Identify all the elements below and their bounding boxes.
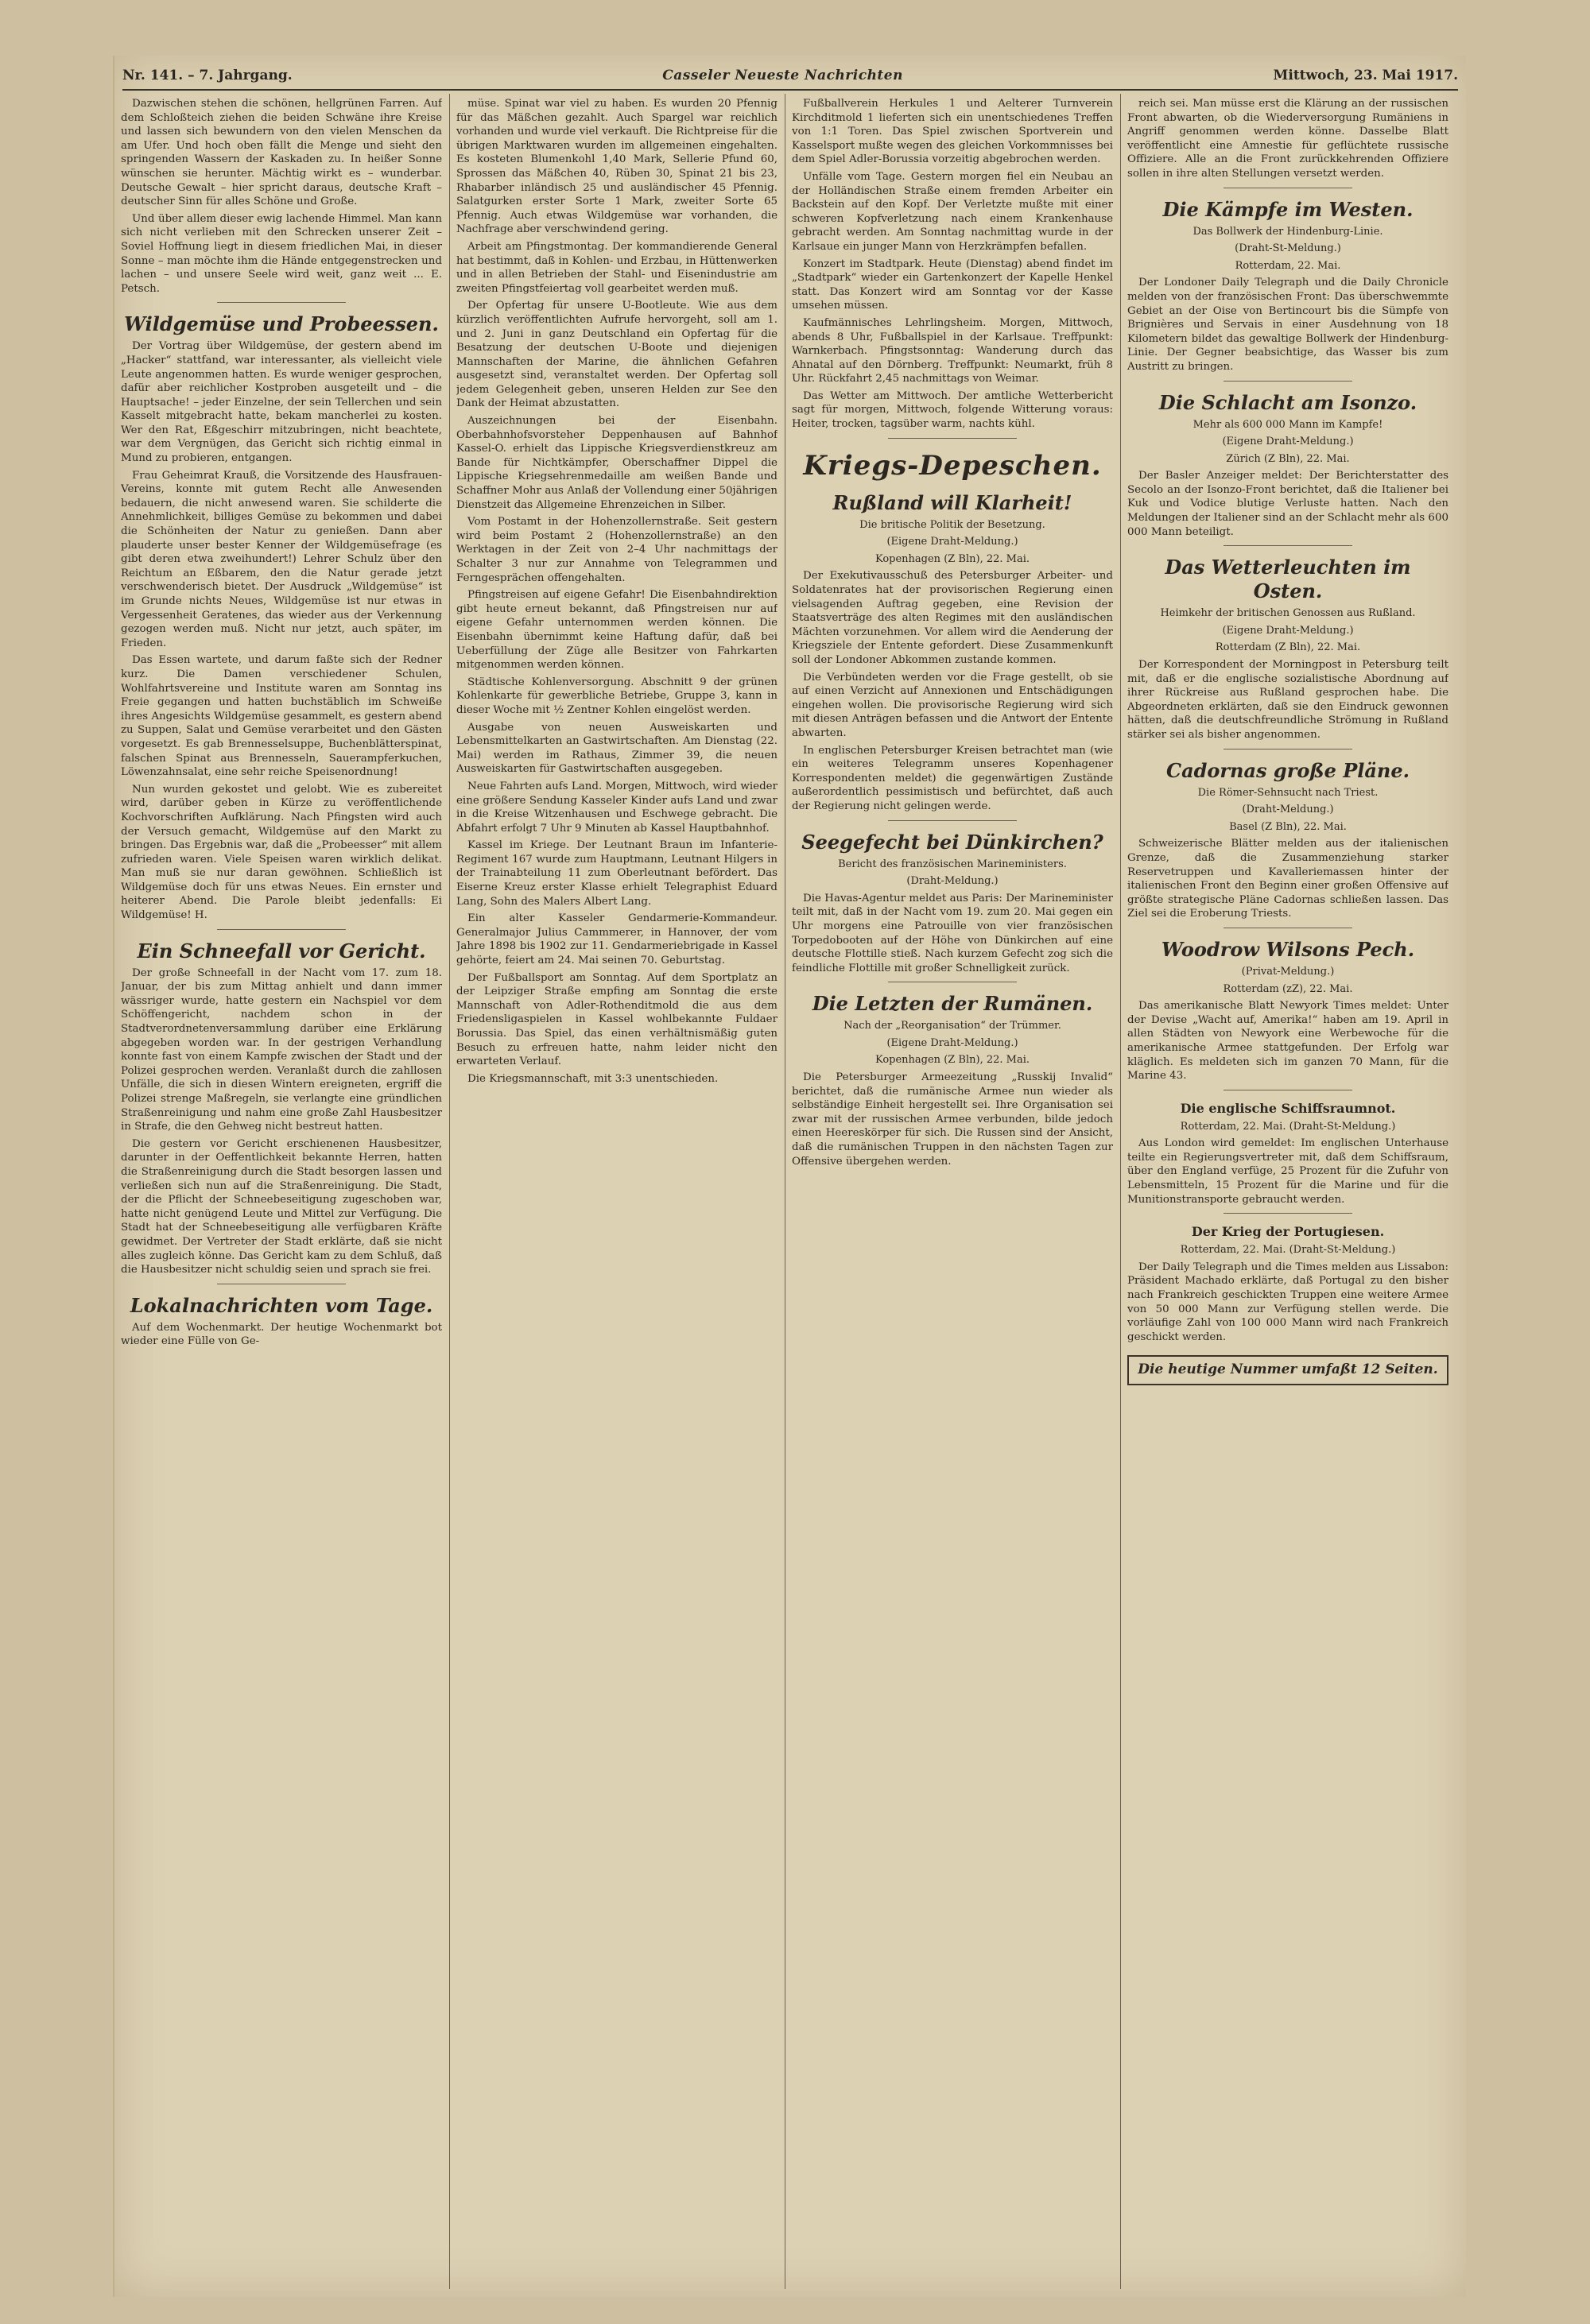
paragraph: müse. Spinat war viel zu haben. Es wurden 20 Pfennig für das Mäßchen gezahlt. Auch Spargel war reichlich vorhanden und wurde viel verkauft. Die Richtpreise für die übrigen Marktwaren wurden im allgemeinen eingehalten. Es kosteten Blumenkohl 1,40 Mark, Sellerie Pfund 60, Sprossen das Mäßchen 40, Rüben 30, Spinat 21 bis 23, Rhabarber inländisch 25 und ausländischer 45 Pfennig. Salatgurken erster Sorte 1 Mark, zweiter Sorte 65 Pfennig. Auch etwas Wildgemüse war vorhanden, die Nachfrage aber verschwindend gering. <box>456 98 778 236</box>
dateline: Rotterdam, 22. Mai. (Draht-St-Meldung.) <box>1180 1244 1396 1257</box>
headline-portugiesen: Der Krieg der Portugiesen. <box>1191 1224 1385 1240</box>
paragraph: Ein alter Kasseler Gendarmerie-Kommandeur. Generalmajor Julius Cammmerer, in Hannover, der vom Jahre 1898 bis 1902 zur 11. Gendarmeriebrigade in Kassel gehörte, feiert am 24. Mai seinen 70. Geburtstag. <box>456 912 778 967</box>
paragraph: Der Basler Anzeiger meldet: Der Berichterstatter des Secolo an der Isonzo-Front berichtet, daß die Italiener bei Kuk und Vodice blutige Verluste hatten. Nach den Meldungen der Italiener sind an der Schlacht mehr als 600 000 Mann beteiligt. <box>1127 470 1448 538</box>
column-rule <box>1120 94 1121 2289</box>
paragraph: Die Havas-Agentur meldet aus Paris: Der Marineminister teilt mit, daß in der Nacht vom 19. zum 20. Mai gegen ein Uhr morgens eine Patrouille von vier französischen Torpedobooten auf der Höhe von Dünkirchen auf eine deutsche Flottille stieß. Nach kurzem Gefecht zog sich die feindliche Flottille mit großer Schnelligkeit zurück. <box>792 892 1113 974</box>
paragraph: Der Londoner Daily Telegraph und die Daily Chronicle melden von der französischen Front: Das überschwemmte Gebiet an der Oise von Bertincourt bis die Sümpfe von Brignières und Servais in einer Ausdehnung von 18 Kilometern bildet das gewaltige Bollwerk der Hindenburg-Linie. Der Gegner beabsichtige, das Wasser bis zum Austritt zu bringen. <box>1127 277 1448 373</box>
headline-isonzo: Die Schlacht am Isonzo. <box>1158 390 1417 414</box>
paragraph: Das Essen wartete, und darum faßte sich der Redner kurz. Die Damen verschiedener Schulen, Wohlfahrtsvereine und Institute waren am Sonntag ins Freie gegangen und hatten buchstäblich im Schweiße ihres Angesichts Wildgemüse gesammelt, es gestern abend zu Suppen, Salat und Gemüse verarbeitet und den Gästen vorgesetzt. Es gab Brennesselsuppe, Buchenblätterspinat, falschen Spinat aus Brennesseln, Sauerampferkuchen, Löwenzahnsalat, eine sehr reiche Speisenordnung! <box>121 654 442 779</box>
dispatch-source: (Draht-St-Meldung.) <box>1235 242 1341 255</box>
issue-number: Nr. 141. – 7. Jahrgang. <box>122 68 293 83</box>
subheadline: Bericht des französischen Marineministers. <box>838 858 1067 870</box>
dispatch-source: (Draht-Meldung.) <box>906 875 999 888</box>
headline-cadorna: Cadornas große Pläne. <box>1165 758 1410 782</box>
column-1 <box>121 97 442 2289</box>
subheadline: Heimkehr der britischen Genossen aus Rußland. <box>1160 607 1416 620</box>
dispatch-source: (Privat-Meldung.) <box>1241 965 1335 978</box>
headline-seegefecht: Seegefecht bei Dünkirchen? <box>801 830 1103 854</box>
paragraph: Neue Fahrten aufs Land. Morgen, Mittwoch, wird wieder eine größere Sendung Kasseler Kinder aufs Land und zwar in die Kreise Witzenhausen und Eschwege gebracht. Die Abfahrt erfolgt 7 Uhr 9 Minuten ab Kassel Hauptbahnhof. <box>456 780 778 835</box>
dateline: Zürich (Z Bln), 22. Mai. <box>1226 452 1350 465</box>
divider <box>1224 545 1352 546</box>
subheadline: Die britische Politik der Besetzung. <box>859 518 1045 531</box>
divider <box>888 820 1017 821</box>
paragraph: Arbeit am Pfingstmontag. Der kommandierende General hat bestimmt, daß in Kohlen- und Erzbau, in Hüttenwerken und in allen Betrieben der Stahl- und Eisenindustrie am zweiten Pfingstfeiertag voll gearbeitet werden muß. <box>456 240 778 295</box>
dateline: Basel (Z Bln), 22. Mai. <box>1229 820 1347 833</box>
subheadline: Mehr als 600 000 Mann im Kampfe! <box>1192 418 1383 431</box>
headline-kriegs-depeschen: Kriegs-Depeschen. <box>803 449 1102 482</box>
issue-date: Mittwoch, 23. Mai 1917. <box>1273 68 1458 83</box>
subheadline: Nach der „Reorganisation“ der Trümmer. <box>843 1020 1061 1032</box>
headline-lokalnachrichten: Lokalnachrichten vom Tage. <box>130 1293 433 1317</box>
dateline: Rotterdam (zZ), 22. Mai. <box>1223 982 1353 995</box>
headline-westen: Die Kämpfe im Westen. <box>1162 197 1414 221</box>
paragraph: Die gestern vor Gericht erschienenen Hausbesitzer, darunter in der Oeffentlichkeit bekannte Herren, hatten die Straßenreinigung durch die Stadt besorgen lassen und verließen sich nun auf die Straßenreinigung. Die Stadt, der die Pflicht der Schneebeseitigung zugeschoben war, hatte nicht genügend Leute und Mittel zur Verfügung. Die Stadt hat der Schneebeseitigung alle verfügbaren Kräfte gewidmet. Der Vertreter der Stadt erklärte, daß sie nicht alles zugleich könne. Das Gericht kam zu dem Schluß, daß die Hausbesitzer nicht schuldig seien und sprach sie frei. <box>121 1137 442 1276</box>
column-4 <box>1127 97 1448 2289</box>
paragraph: Schweizerische Blätter melden aus der italienischen Grenze, daß die Zusammenziehung starker Reservetruppen und Kavalleriemassen hinter der italienischen Front den Beginn einer großen Offensive auf größte strategische Pläne Cadornas schließen lassen. Das Ziel sei die Eroberung Triests. <box>1127 838 1448 920</box>
paragraph: Unfälle vom Tage. Gestern morgen fiel ein Neubau an der Holländischen Straße einem fremden Arbeiter ein Backstein auf den Kopf. Der Verletzte mußte mit einer schweren Kopfverletzung nach einem Krankenhause gebracht werden. Am Sonntag nachmittag wurde in der Karlsaue ein junger Mann von Herzkrämpfen befallen. <box>792 170 1113 253</box>
dispatch-source: (Eigene Draht-Meldung.) <box>1222 436 1354 448</box>
dateline: Rotterdam, 22. Mai. <box>1235 259 1341 272</box>
headline-osten: Das Wetterleuchten im Osten. <box>1165 556 1411 603</box>
newspaper-page <box>113 56 1466 2297</box>
masthead <box>122 62 1458 91</box>
paragraph: Auf dem Wochenmarkt. Der heutige Wochenmarkt bot wieder eine Fülle von Ge- <box>121 1321 442 1348</box>
headline-wildgemuese: Wildgemüse und Probeessen. <box>124 312 439 336</box>
paragraph: Der Exekutivausschuß des Petersburger Arbeiter- und Soldatenrates hat der provisorischen Regierung einen vielsagenden Auftrag gegeben, eine Revision der Staatsverträge des alten Regimes mit den ausländischen Mächten vorzunehmen. Vor allem wird die Aenderung der Kriegsziele der Entente gefordert. Diese Zusammenkunft soll der Londoner Abkommen zustande kommen. <box>792 570 1113 666</box>
headline-wilson: Woodrow Wilsons Pech. <box>1161 937 1415 961</box>
paragraph: reich sei. Man müsse erst die Klärung an der russischen Front abwarten, ob die Wiederversorgung Rumäniens in Angriff genommen werden könne. Dasselbe Blatt veröffentlicht eine Amnestie für geflüchtete russische Offiziere. Alle an die Front zurückkehrenden Offiziere sollen in ihre alten Stellungen versetzt werden. <box>1127 98 1448 180</box>
dispatch-source: (Eigene Draht-Meldung.) <box>886 536 1018 548</box>
paragraph: Auszeichnungen bei der Eisenbahn. Oberbahnhofsvorsteher Deppenhausen auf Bahnhof Kassel-O. erhielt das Lippische Kriegsverdienstkreuz am Bande für Nichtkämpfer, Oberschaffner Dippel die Lippische Kriegsehrenmedaille am weißen Bande und Schaffner Mohr aus Anlaß der Vollendung einer 50jährigen Dienstzeit das Allgemeine Ehrenzeichen in Silber. <box>456 415 778 511</box>
dispatch-source: (Draht-Meldung.) <box>1242 804 1334 816</box>
paragraph: Nun wurden gekostet und gelobt. Wie es zubereitet wird, darüber geben in Kürze zu veröffentlichende Kochvorschriften Aufklärung. Nach Pfingsten wird auch der Versuch gemacht, Wildgemüse auf den Markt zu bringen. Das Ergebnis war, daß die „Probeesser“ mit allem zufrieden waren. Viele Speisen waren wirklich delikat. Man muß sie nur daran gewöhnen. Schließlich ist Wildgemüse doch für uns etwas Neues. Ein ernster und heiterer Abend. Die Parole bleibt jedenfalls: Ei Wildgemüse! H. <box>121 783 442 922</box>
dispatch-source: (Eigene Draht-Meldung.) <box>1222 624 1354 637</box>
paragraph: Die Petersburger Armeezeitung „Russkij Invalid“ berichtet, daß die rumänische Armee nun wieder als selbständige Einheit hergestellt sei. Ihre Organisation sei zwar mit der russischen Armee verbunden, bilde jedoch einen Heereskörper für sich. Die Russen sind der Ansicht, daß die rumänischen Truppen in den nächsten Tagen zur Offensive übergehen werden. <box>792 1071 1113 1168</box>
paragraph: Der Fußballsport am Sonntag. Auf dem Sportplatz an der Leipziger Straße empfing am Sonntag die erste Mannschaft von Adler-Rothenditmold die aus dem Friedensligaspielen in Kassel wohlbekannte Fuldaer Borussia. Das Spiel, das einen verhältnismäßig guten Besuch zu erfreuen hatte, nahm leider nicht den erwarteten Verlauf. <box>456 971 778 1068</box>
dateline: Kopenhagen (Z Bln), 22. Mai. <box>874 552 1030 565</box>
headline-schneefall: Ein Schneefall vor Gericht. <box>137 939 426 963</box>
paragraph: Der Daily Telegraph und die Times melden aus Lissabon: Präsident Machado erklärte, daß Portugal zu den bisher nach Frankreich geschickten Truppen eine weitere Armee von 50 000 Mann zur Verfügung stellen werde. Die vorläufige Zahl von 100 000 Mann wird nach Frankreich geschickt werden. <box>1127 1261 1448 1343</box>
divider <box>217 302 346 303</box>
paragraph: Die Kriegsmannschaft, mit 3:3 unentschieden. <box>467 1072 719 1085</box>
paragraph: Vom Postamt in der Hohenzollernstraße. Seit gestern wird beim Postamt 2 (Hohenzollernstraße) an den Werktagen in der Zeit von 2–4 Uhr nachmittags der Schalter 3 nur zur Annahme von Telegrammen und Ferngesprächen offengehalten. <box>456 516 778 584</box>
paragraph: Frau Geheimrat Krauß, die Vorsitzende des Hausfrauen-Vereins, konnte mit gutem Recht alle Anwesenden bedauern, die nicht anwesend waren. Sie schilderte die Annehmlichkeit, billiges Gemüse zu bekommen und dabei die Schönheiten der Natur zu genießen. Dann aber plauderte unser bester Kenner der Wildgemüsefrage (es gibt deren etwa zweihundert!) Lehrer Schulz über den Reichtum an Eßbarem, den die Natur gerade jetzt verschwenderisch bietet. Der Ausdruck „Wildgemüse“ ist im Grunde nichts Neues, Wildgemüse ist nur etwas in Vergessenheit Geratenes, das wieder aus der Verkennung gezogen werden muß. Nicht nur jetzt, auch später, im Frieden. <box>121 469 442 649</box>
paragraph: Die Verbündeten werden vor die Frage gestellt, ob sie auf einen Verzicht auf Annexionen und Entschädigungen eingehen wollen. Die provisorische Regierung wird sich mit diesen Anträgen befassen und die Antwort der Entente abwarten. <box>792 671 1113 739</box>
headline-rumaenen: Die Letzten der Rumänen. <box>812 992 1093 1016</box>
dispatch-source: (Eigene Draht-Meldung.) <box>886 1036 1018 1049</box>
page-count-notice: Die heutige Nummer umfaßt 12 Seiten. <box>1127 1355 1448 1385</box>
paragraph: Das Wetter am Mittwoch. Der amtliche Wetterbericht sagt für morgen, Mittwoch, folgende Witterung voraus: Heiter, trocken, tagsüber warm, nachts kühl. <box>792 389 1113 431</box>
paragraph: In englischen Petersburger Kreisen betrachtet man (wie ein weiteres Telegramm unseres Kopenhagener Korrespondenten meldet) die gegenwärtigen Zustände außerordentlich pessimistisch und befürchtet, daß auch der Regierung nicht gelingen werde. <box>792 744 1113 812</box>
column-rule <box>449 94 450 2289</box>
paragraph: Aus London wird gemeldet: Im englischen Unterhause teilte ein Regierungsvertreter mit, daß dem Schiffsraum, über den England verfüge, 25 Prozent für die Zufuhr von Lebensmitteln, 15 Prozent für die Marine und für die Munitionstransporte gebraucht werden. <box>1127 1137 1448 1206</box>
paragraph: Der Korrespondent der Morningpost in Petersburg teilt mit, daß er die englische sozialistische Abordnung auf ihrer Rückreise aus Rußland gesprochen habe. Die Abgeordneten erklärten, daß sie den Eindruck gewonnen hätten, daß die deutschfreundliche Strömung in Rußland stärker sei als bisher angenommen. <box>1127 659 1448 741</box>
paragraph: Der große Schneefall in der Nacht vom 17. zum 18. Januar, der bis zum Mittag anhielt und dann immer wässriger wurde, hatte gestern ein Nachspiel vor dem Schöffengericht, nachdem schon in der Stadtverordnetenversammlung darüber eine Erklärung abgegeben worden war. In der gestrigen Verhandlung konnte fast von einem Kampfe zwischen der Stadt und der Polizei gesprochen werden. Veranlaßt durch die zahllosen Unfälle, die sich in diesen Wintern ereigneten, ergriff die Polizei strenge Maßregeln, sie verlangte eine gründlichen Straßenreinigung und nahm eine große Zahl Hausbesitzer in Strafe, die den Gehweg nicht bestreut hatten. <box>121 966 442 1133</box>
headline-russland: Rußland will Klarheit! <box>832 490 1072 514</box>
paragraph: Der Vortrag über Wildgemüse, der gestern abend im „Hacker“ stattfand, war interessanter, als vielleicht viele Leute angenommen hatten. Es wurde weniger gesprochen, dafür aber reichlicher Kostproben ausgeteilt und – die Hauptsache! – jeder Einzelne, der sein Tellerchen und sein Kasselt mitgebracht hatte, bekam mancherlei zu kosten. Wer den Rat, Eßgeschirr mitzubringen, nicht beachtete, war dem Vergnügen, das Gericht sich richtig einmal in Mund zu probieren, entgangen. <box>121 340 442 465</box>
subheadline: Das Bollwerk der Hindenburg-Linie. <box>1192 225 1383 238</box>
paragraph: Ausgabe von neuen Ausweiskarten und Lebensmittelkarten an Gastwirtschaften. Am Dienstag (22. Mai) werden im Rathaus, Zimmer 39, die neuen Ausweiskarten für Gastwirtschaften ausgegeben. <box>456 721 778 776</box>
column-2 <box>456 97 778 2289</box>
headline-schiffsraumnot: Die englische Schiffsraumnot. <box>1180 1100 1396 1116</box>
paragraph: Fußballverein Herkules 1 und Aelterer Turnverein Kirchditmold 1 lieferten sich ein unentschiedenes Treffen von 1:1 Toren. Das Spiel zwischen Sportverein und Kasselsport mußte wegen des gleichen Vorkommnisses bei dem Spiel Adler-Borussia vorzeitig abgebrochen werden. <box>792 98 1113 166</box>
paragraph: Und über allem dieser ewig lachende Himmel. Man kann sich nicht verlieben mit den Schrecken unserer Zeit – Soviel Hoffnung liegt in diesem friedlichen Mai, in dieser Sonne – man möchte ihm die Hände entgegenstrecken und lachen – und unsere Seele wird weit, ganz weit ... E. Petsch. <box>121 212 442 295</box>
paragraph: Städtische Kohlenversorgung. Abschnitt 9 der grünen Kohlenkarte für gewerbliche Betriebe, Gruppe 3, kann in dieser Woche mit ½ Zentner Kohlen eingelöst werden. <box>456 676 778 716</box>
paragraph: Kassel im Kriege. Der Leutnant Braun im Infanterie-Regiment 167 wurde zum Hauptmann, Leutnant Hilgers in der Trainabteilung 11 zum Oberleutnant befördert. Das Eiserne Kreuz erster Klasse erhielt Telegraphist Eduard Lang, Sohn des Malers Albert Lang. <box>456 839 778 908</box>
paragraph: Der Opfertag für unsere U-Bootleute. Wie aus dem kürzlich veröffentlichten Aufrufe hervorgeht, soll am 1. und 2. Juni in ganz Deutschland ein Opfertag für die Besatzung der deutschen U-Boote und diejenigen Mannschaften der Marine, die ähnlichen Gefahren ausgesetzt sind, veranstaltet werden. Der Opfertag soll jedem Gelegenheit geben, unseren Helden zur See den Dank der Heimat abzustatten. <box>456 300 778 410</box>
paragraph: Pfingstreisen auf eigene Gefahr! Die Eisenbahndirektion gibt heute erneut bekannt, daß Pfingstreisen nur auf eigene Gefahr unternommen werden können. Die Eisenbahn übernimmt keine Haftung dafür, daß bei Ueberfüllung der Züge alle Besitzer von Fahrkarten mitgenommen werden können. <box>456 589 778 672</box>
paragraph: Das amerikanische Blatt Newyork Times meldet: Unter der Devise „Wacht auf, Amerika!“ haben am 19. April in allen Städten von Newyork eine Werbewoche für die amerikanische Armee stattgefunden. Der Erfolg war kläglich. Es meldeten sich im ganzen 70 Mann, für die Marine 43. <box>1127 1000 1448 1083</box>
divider <box>1224 1213 1352 1214</box>
divider <box>888 438 1017 439</box>
paragraph: Kaufmännisches Lehrlingsheim. Morgen, Mittwoch, abends 8 Uhr, Fußballspiel in der Karlsaue. Treffpunkt: Warnkerbach. Pfingstsonntag: Wanderung durch das Ahnatal auf den Dörnberg. Treffpunkt: Neumarkt, früh 8 Uhr. Rückfahrt 2,45 nachmittags von Weimar. <box>792 316 1113 385</box>
divider <box>217 929 346 930</box>
column-3 <box>792 97 1113 2289</box>
divider <box>1224 381 1352 382</box>
dateline: Kopenhagen (Z Bln), 22. Mai. <box>874 1054 1030 1067</box>
paragraph: Dazwischen stehen die schönen, hellgrünen Farren. Auf dem Schloßteich ziehen die beiden Schwäne ihre Kreise und lassen sich bewundern von den vielen Menschen da am Ufer. Und hoch oben fällt die Menge und sieht den springenden Wassern der Kaskaden zu. In heißer Sonne wünschen sie herunter. Mächtig wirkt es – wunderbar. Deutsche Gewalt – hier spricht daraus, deutsche Kraft – deutscher Sinn für alles Schöne und Große. <box>121 98 442 208</box>
dateline: Rotterdam, 22. Mai. (Draht-St-Meldung.) <box>1180 1120 1396 1133</box>
subheadline: Die Römer-Sehnsucht nach Triest. <box>1197 786 1379 799</box>
paragraph: Konzert im Stadtpark. Heute (Dienstag) abend findet im „Stadtpark“ wieder ein Gartenkonzert der Kapelle Henkel statt. Das Konzert wird am Sonntag vor der Kasse umsehen müssen. <box>792 258 1113 312</box>
dateline: Rotterdam (Z Bln), 22. Mai. <box>1215 641 1361 654</box>
newspaper-title: Casseler Neueste Nachrichten <box>662 68 903 83</box>
